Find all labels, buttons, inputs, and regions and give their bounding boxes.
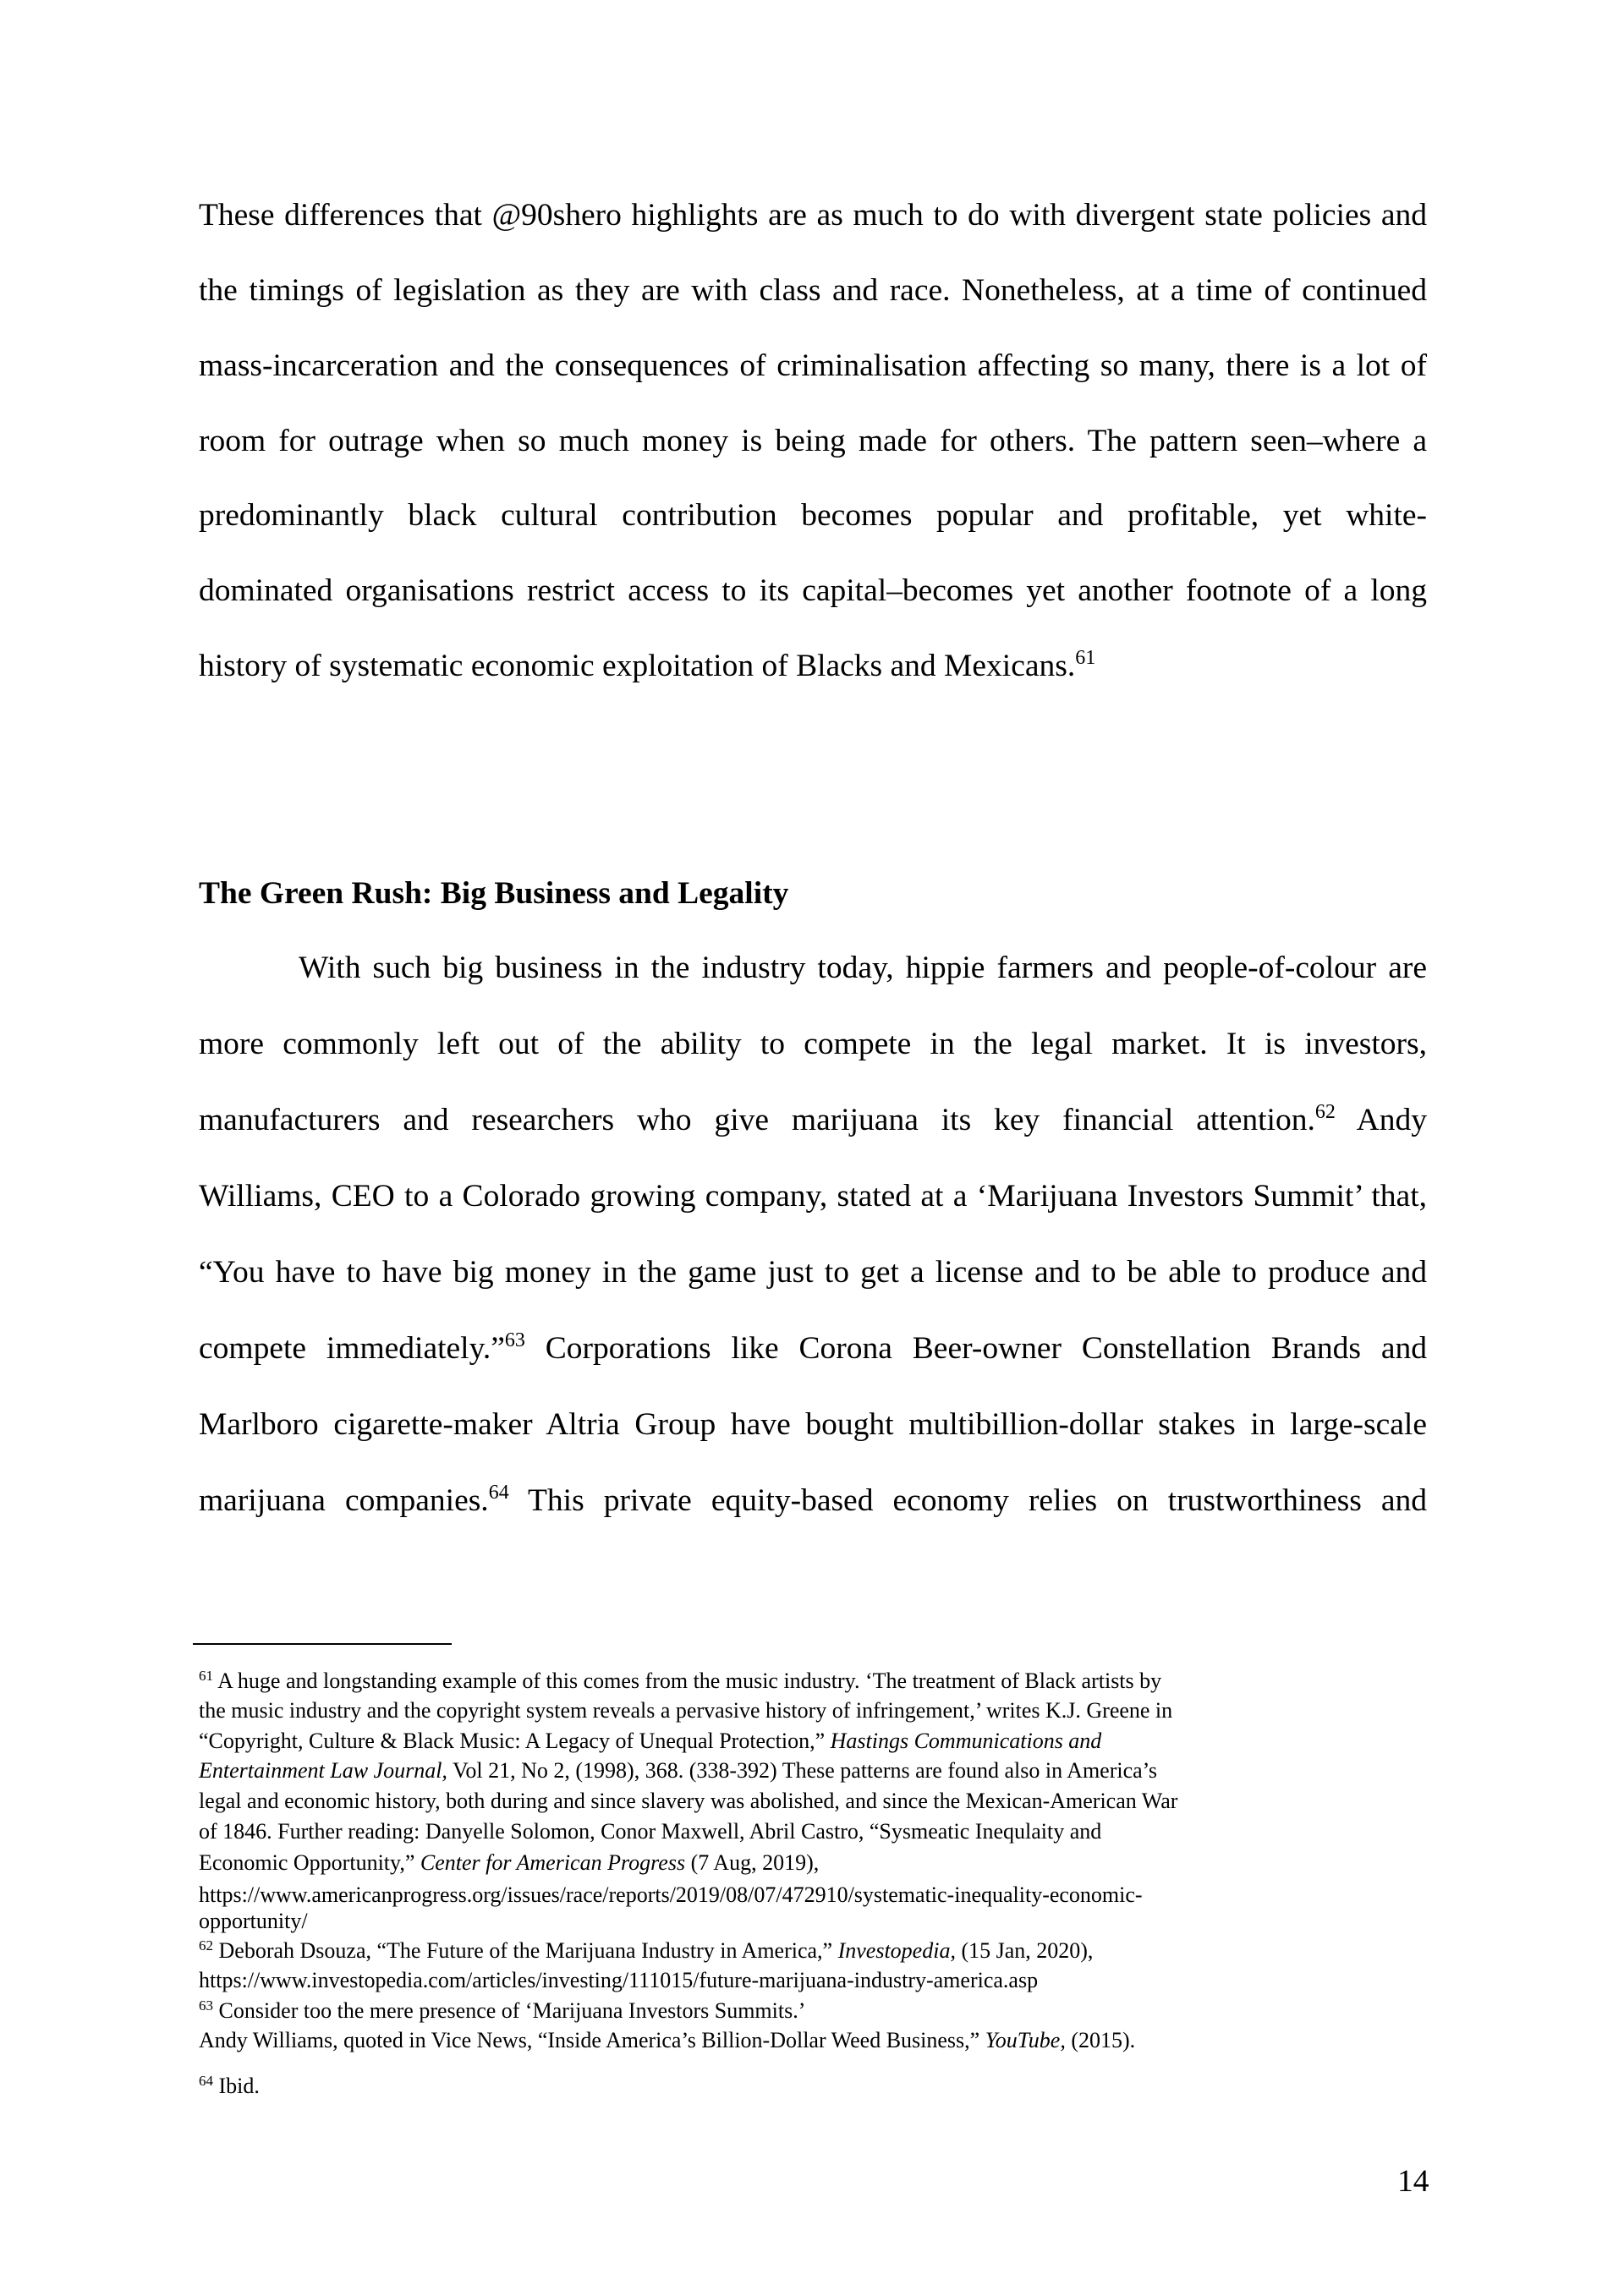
body-line-text: manufacturers and researchers who give marijuana its key financial attention. bbox=[199, 1103, 1315, 1137]
body-line: room for outrage when so much money is being made for others. The pattern seen–where a bbox=[199, 424, 1427, 458]
url-text[interactable]: https://www.americanprogress.org/issues/race/reports/2019/08/07/472910/systematic-inequality-economic- bbox=[199, 1882, 1143, 1907]
body-line-text: history of systematic economic exploitation of Blacks and Mexicans. bbox=[199, 649, 1076, 683]
body-line: Marlboro cigarette-maker Altria Group have bought multibillion-dollar stakes in large-scale bbox=[199, 1407, 1427, 1442]
publication-title: YouTube, bbox=[985, 2028, 1066, 2052]
footnote-text: the music industry and the copyright system reveals a pervasive history of infringement,’ writes K.J. Greene in bbox=[199, 1698, 1173, 1723]
footnote-link[interactable] bbox=[199, 1967, 1038, 1994]
footnote-line bbox=[199, 1788, 1177, 1815]
footnote-line bbox=[199, 1937, 1093, 1964]
body-line: Williams, CEO to a Colorado growing company, stated at a ‘Marijuana Investors Summit’ that, bbox=[199, 1179, 1427, 1214]
footnote-number: 63 bbox=[199, 1997, 213, 2014]
footnote-text: A huge and longstanding example of this comes from the music industry. ‘The treatment of Black artists by bbox=[217, 1669, 1162, 1693]
body-line bbox=[199, 1102, 1427, 1139]
footnote-text: (15 Jan, 2020), bbox=[955, 1938, 1094, 1963]
url-text[interactable]: https://www.investopedia.com/articles/investing/111015/future-marijuana-industry-america.asp bbox=[199, 1968, 1039, 1992]
footnote-ref-61[interactable]: 61 bbox=[1075, 647, 1096, 669]
footnote-line bbox=[199, 2027, 1135, 2054]
body-line: mass-incarceration and the consequences of criminalisation affecting so many, there is a lot of bbox=[199, 348, 1427, 383]
footnote-link[interactable] bbox=[199, 1908, 308, 1935]
footnote-line bbox=[199, 1849, 819, 1877]
footnote-separator bbox=[193, 1643, 452, 1645]
footnote-number: 64 bbox=[199, 2073, 213, 2089]
footnote-text: (7 Aug, 2019), bbox=[685, 1850, 820, 1875]
footnote-text: Andy Williams, quoted in Vice News, “Inside America’s Billion-Dollar Weed Business,” bbox=[199, 2028, 985, 2052]
journal-title: Entertainment Law Journal, bbox=[199, 1758, 447, 1783]
footnote-line bbox=[199, 1697, 1172, 1724]
footnote-text: Consider too the mere presence of ‘Marijuana Investors Summits.’ bbox=[218, 1998, 806, 2023]
body-line bbox=[199, 1482, 1427, 1520]
body-line: These differences that @90shero highlights are as much to do with divergent state policies and bbox=[199, 198, 1427, 233]
footnote-ref-64[interactable]: 64 bbox=[488, 1482, 509, 1504]
body-line: predominantly black cultural contribution becomes popular and profitable, yet white- bbox=[199, 498, 1427, 533]
footnote-text: (2015). bbox=[1065, 2028, 1136, 2052]
footnote-text: Vol 21, No 2, (1998), 368. (338-392) These patterns are found also in America’s bbox=[447, 1758, 1158, 1783]
footnote-line bbox=[199, 1728, 1101, 1755]
body-line: With such big business in the industry today, hippie farmers and people-of-colour are bbox=[299, 951, 1427, 985]
footnote-line bbox=[199, 1997, 805, 2025]
footnote-line bbox=[199, 1757, 1157, 1784]
footnote-text: of 1846. Further reading: Danyelle Solomon, Conor Maxwell, Abril Castro, “Sysmeatic Inequlaity and bbox=[199, 1819, 1102, 1844]
section-heading: The Green Rush: Big Business and Legality bbox=[199, 876, 789, 911]
footnote-ref-63[interactable]: 63 bbox=[504, 1329, 525, 1351]
body-line-text: compete immediately.” bbox=[199, 1331, 505, 1366]
body-line-text: This private equity-based economy relies on trustworthiness and bbox=[508, 1483, 1427, 1518]
footnote-text: Ibid. bbox=[218, 2074, 260, 2098]
publication-title: Center for American Progress bbox=[420, 1850, 686, 1875]
body-line-text: marijuana companies. bbox=[199, 1483, 489, 1518]
page-number: 14 bbox=[1397, 2164, 1429, 2199]
body-line: dominated organisations restrict access to its capital–becomes yet another footnote of a long bbox=[199, 573, 1427, 608]
footnote-number: 61 bbox=[199, 1668, 213, 1684]
footnote-text: Deborah Dsouza, “The Future of the Marijuana Industry in America,” bbox=[218, 1938, 838, 1963]
url-text[interactable]: opportunity/ bbox=[199, 1909, 308, 1933]
footnote-line bbox=[199, 2073, 260, 2100]
body-line-text: Corporations like Corona Beer-owner Constellation Brands and bbox=[524, 1331, 1427, 1366]
body-line bbox=[199, 1330, 1427, 1367]
footnote-text: Economic Opportunity,” bbox=[199, 1850, 420, 1875]
footnote-text: legal and economic history, both during and since slavery was abolished, and since the Mexican-American War bbox=[199, 1789, 1178, 1813]
body-line: the timings of legislation as they are with class and race. Nonetheless, at a time of continued bbox=[199, 273, 1427, 308]
footnote-line bbox=[199, 1668, 1161, 1695]
footnote-text: “Copyright, Culture & Black Music: A Legacy of Unequal Protection,” bbox=[199, 1729, 831, 1753]
body-line: more commonly left out of the ability to compete in the legal market. It is investors, bbox=[199, 1027, 1427, 1061]
footnote-ref-62[interactable]: 62 bbox=[1314, 1101, 1336, 1123]
body-line-text: Andy bbox=[1335, 1103, 1427, 1137]
footnote-line bbox=[199, 1818, 1101, 1845]
footnote-link[interactable] bbox=[199, 1882, 1143, 1909]
body-line: “You have to have big money in the game just to get a license and to be able to produce and bbox=[199, 1255, 1427, 1290]
journal-title: Hastings Communications and bbox=[830, 1729, 1102, 1753]
footnote-number: 62 bbox=[199, 1937, 213, 1954]
publication-title: Investopedia, bbox=[837, 1938, 956, 1963]
body-line bbox=[199, 648, 1427, 685]
